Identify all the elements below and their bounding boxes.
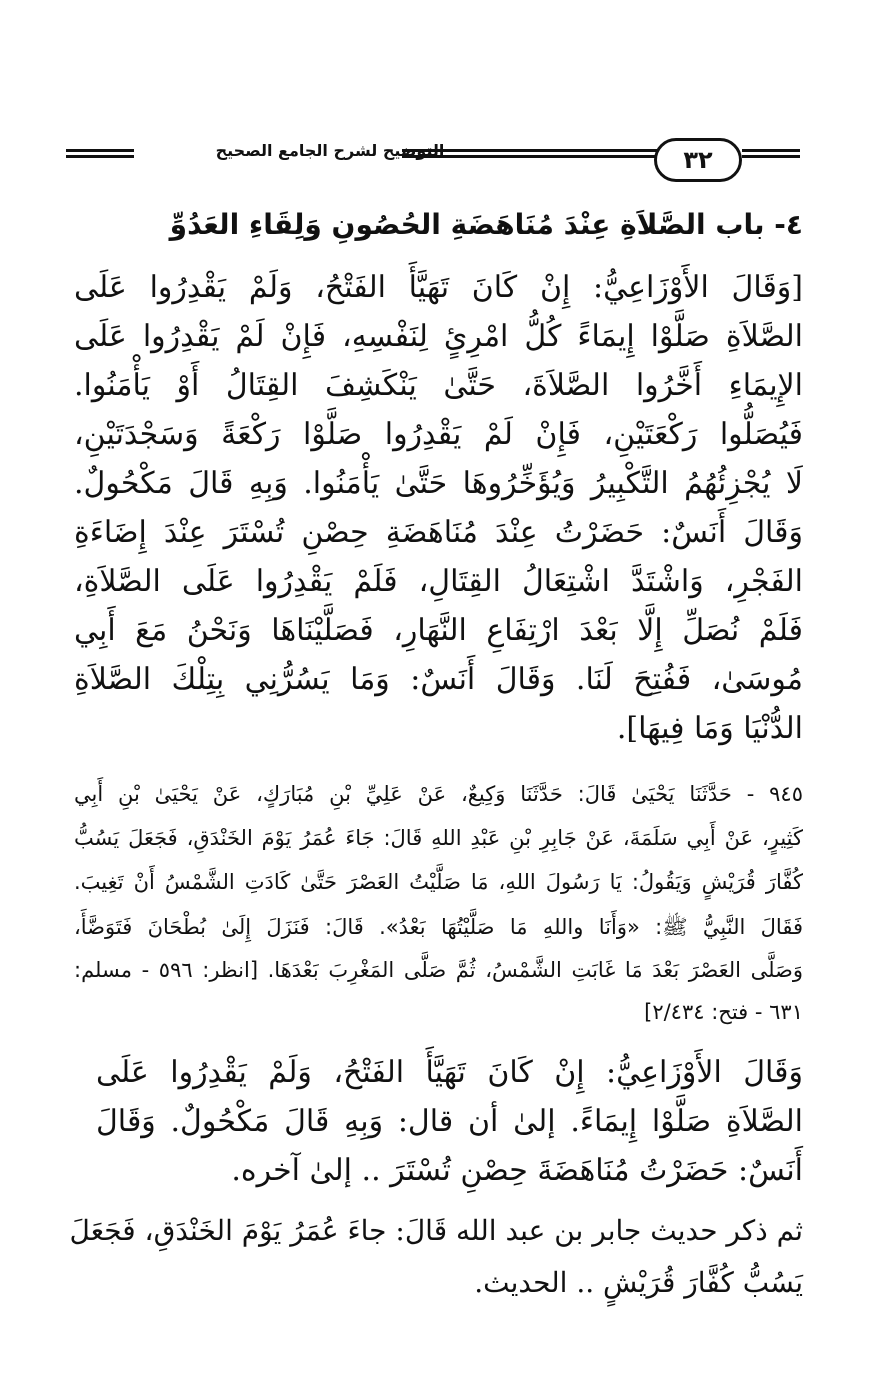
header-rule-left-bottom <box>66 155 134 158</box>
commentary-line: الصَّلاَةِ صَلَّوْا إِيمَاءً. إلىٰ أن قال: وَبِهِ قَالَ مَكْحُولٌ. وَقَالَ <box>96 1104 803 1139</box>
hadith-line: كُفَّارَ قُرَيْشٍ وَيَقُولُ: يَا رَسُولَ اللهِ، مَا صَلَّيْتُ العَصْرَ حَتَّىٰ كَادَتِ الشَّمْسُ أَنْ تَغِيبَ. <box>74 870 803 894</box>
text-line: لَا يُجْزِئُهُمُ التَّكْبِيرُ وَيُؤَخِّرُوهَا حَتَّىٰ يَأْمَنُوا. وَبِهِ قَالَ مَكْحُولٌ. <box>74 466 803 501</box>
text-line: الدُّنْيَا وَمَا فِيهَا]. <box>616 711 803 746</box>
text-line: مُوسَىٰ، فَفُتِحَ لَنَا. وَقَالَ أَنَسٌ: وَمَا يَسُرُّنِي بِتِلْكَ الصَّلاَةِ <box>74 662 803 697</box>
hadith-line: كَثِيرٍ، عَنْ أَبِي سَلَمَةَ، عَنْ جَابِرِ بْنِ عَبْدِ اللهِ قَالَ: جَاءَ عُمَرُ يَوْمَ الخَنْدَقِ، فَجَعَلَ يَسُبُّ <box>74 826 803 850</box>
header-rule-right-bottom <box>742 155 800 158</box>
hadith-line: ٩٤٥ - حَدَّثَنَا يَحْيَىٰ قَالَ: حَدَّثَنَا وَكِيعٌ، عَنْ عَلِيِّ بْنِ مُبَارَكٍ، عَنْ يَحْيَىٰ بْنِ أَبِي <box>74 782 803 806</box>
commentary-line: أَنَسٌ: حَضَرْتُ مُنَاهَضَةَ حِصْنِ تُسْتَرَ .. إلىٰ آخره. <box>231 1153 803 1188</box>
text-line: الفَجْرِ، وَاشْتَدَّ اشْتِعَالُ القِتَالِ، فَلَمْ يَقْدِرُوا عَلَى الصَّلاَةِ، <box>74 564 803 599</box>
hadith-line: ٦٣١ - فتح: ٢/٤٣٤] <box>644 1000 803 1024</box>
commentary-quote <box>96 1055 803 1205</box>
header-rule-right-top <box>742 149 800 152</box>
page-number: ٣٢ <box>654 138 742 182</box>
commentary-note <box>69 1214 803 1314</box>
chapter-heading: ٤- باب الصَّلاَةِ عِنْدَ مُنَاهَضَةِ الحُصُونِ وَلِقَاءِ العَدُوِّ <box>169 208 803 241</box>
commentary-line: يَسُبُّ كُفَّارَ قُرَيْشٍ .. الحديث. <box>474 1266 803 1299</box>
text-line: الصَّلاَةِ صَلَّوْا إِيمَاءً كُلُّ امْرِئٍ لِنَفْسِهِ، فَإِنْ لَمْ يَقْدِرُوا عَلَى <box>74 319 803 354</box>
book-title: التوضيح لشرح الجامع الصحيح <box>215 141 445 160</box>
text-line: وَقَالَ أَنَسٌ: حَضَرْتُ عِنْدَ مُنَاهَضَةِ حِصْنِ تُسْتَرَ عِنْدَ إِضَاءَةِ <box>74 515 803 550</box>
header-rule-left-top <box>66 149 134 152</box>
hadith-line: فَقَالَ النَّبِيُّ ﷺ: «وَأَنَا واللهِ مَا صَلَّيْتُهَا بَعْدُ». قَالَ: فَنَزَلَ إِلَىٰ بُطْحَانَ فَتَوَضَّأَ، <box>74 915 803 939</box>
text-line: فَلَمْ نُصَلِّ إِلَّا بَعْدَ ارْتِفَاعِ النَّهَارِ، فَصَلَّيْنَاهَا وَنَحْنُ مَعَ أَبِي <box>74 613 803 648</box>
commentary-line: ثم ذكر حديث جابر بن عبد الله قَالَ: جاءَ عُمَرُ يَوْمَ الخَنْدَقِ، فَجَعَلَ <box>69 1214 803 1247</box>
translation-paragraph <box>74 270 803 770</box>
text-line: فَيُصَلُّوا رَكْعَتَيْنِ، فَإِنْ لَمْ يَقْدِرُوا صَلَّوْا رَكْعَةً وَسَجْدَتَيْنِ، <box>74 417 803 452</box>
commentary-line: وَقَالَ الأَوْزَاعِيُّ: إِنْ كَانَ تَهَيَّأَ الفَتْحُ، وَلَمْ يَقْدِرُوا عَلَى <box>96 1055 803 1090</box>
running-header <box>66 138 800 184</box>
text-line: الإِيمَاءِ أَخَّرُوا الصَّلاَةَ، حَتَّىٰ يَنْكَشِفَ القِتَالُ أَوْ يَأْمَنُوا. <box>74 368 803 403</box>
hadith-line: وَصَلَّى العَصْرَ بَعْدَ مَا غَابَتِ الشَّمْسُ، ثُمَّ صَلَّى المَغْرِبَ بَعْدَهَا. [انظر: ٥٩٦ - مسلم: <box>74 958 803 982</box>
hadith-paragraph <box>74 782 803 1052</box>
text-line: [وَقَالَ الأَوْزَاعِيُّ: إِنْ كَانَ تَهَيَّأَ الفَتْحُ، وَلَمْ يَقْدِرُوا عَلَى <box>74 270 803 305</box>
